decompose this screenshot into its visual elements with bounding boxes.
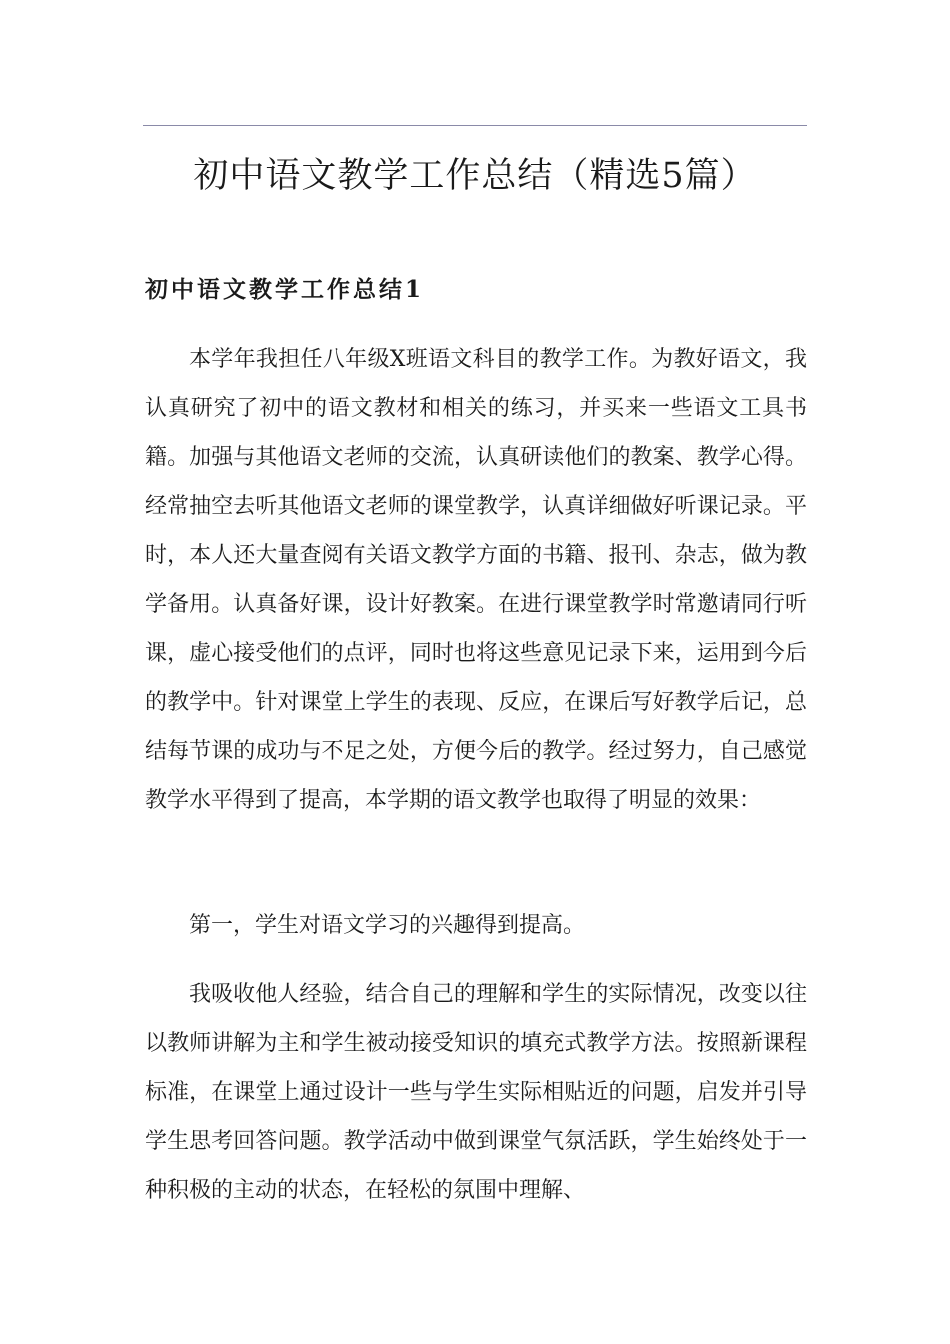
body-paragraph: 第一，学生对语文学习的兴趣得到提高。 xyxy=(189,913,586,938)
document-title: 初中语文教学工作总结（精选5篇） xyxy=(193,156,757,196)
body-paragraph: 本学年我担任八年级X班语文科目的教学工作。为教好语文，我认真研究了初中的语文教材和相关的练习，并买来一些语文工具书籍。加强与其他语文老师的交流，认真研读他们的教案、教学心得。经常抽空去听其他语文老师的课堂教学，认真详细做好听课记录。平时，本人还大量查阅有关语文教学方面的书籍、报刊、杂志，做为教学备用。认真备好课，设计好教案。在进行课堂教学时常邀请同行听课，虚心接受他们的点评，同时也将这些意见记录下来，运用到今后的教学中。针对课堂上学生的表现、反应，在课后写好教学后记，总结每节课的成功与不足之处，方便今后的教学。经过努力，自己感觉教学水平得到了提高，本学期的语文教学也取得了明显的效果： xyxy=(145,347,807,813)
section-heading: 初中语文教学工作总结1 xyxy=(145,276,425,303)
header-divider xyxy=(143,125,807,126)
body-paragraph: 我吸收他人经验，结合自己的理解和学生的实际情况，改变以往以教师讲解为主和学生被动接受知识的填充式教学方法。按照新课程标准，在课堂上通过设计一些与学生实际相贴近的问题，启发并引导学生思考回答问题。教学活动中做到课堂气氛活跃，学生始终处于一种积极的主动的状态，在轻松的氛围中理解、 xyxy=(145,982,807,1203)
